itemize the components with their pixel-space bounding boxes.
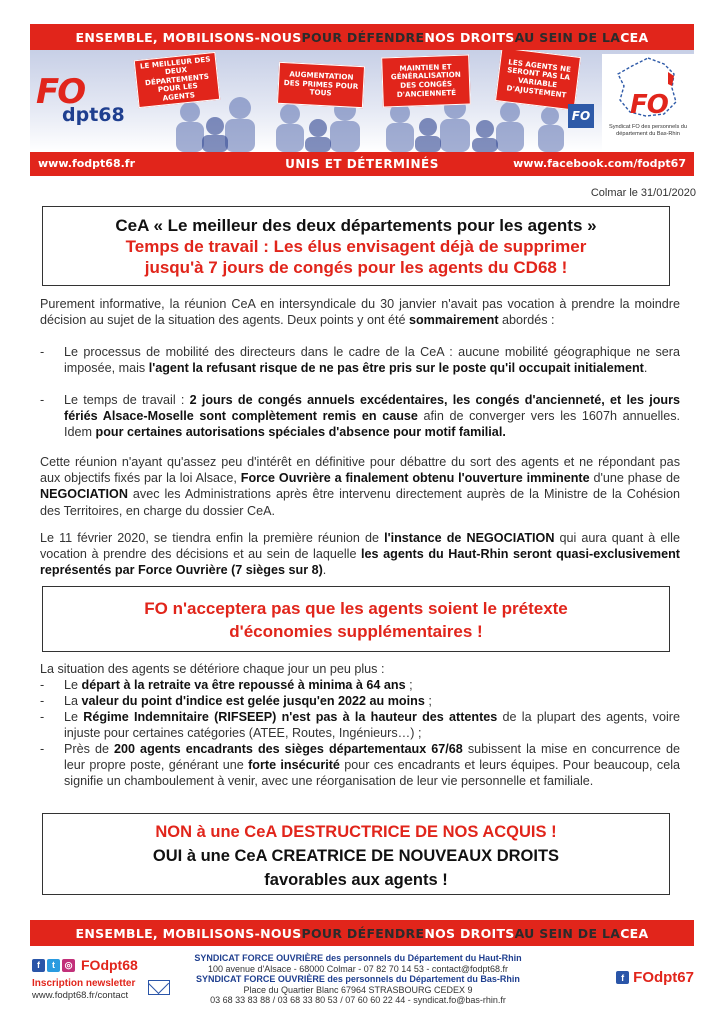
paragraph-negociation xyxy=(40,454,680,519)
text-run-bold: les agents du Haut-Rhin seront quasi-exclusivement représentés par Force Ouvrière (7 sièges sur 8) xyxy=(40,547,681,578)
address-67: Place du Quartier Blanc 67964 STRASBOURG CEDEX 9 xyxy=(243,984,473,995)
text-run: avec les Administrations après être intervenu directement auprès de la Ministre de la Cohésion des Territoires, en charge du dossier CeA. xyxy=(40,487,680,518)
text-run: . xyxy=(322,563,327,578)
fo-bas-rhin-logo xyxy=(602,54,694,152)
strip-part: POUR DÉFENDRE xyxy=(301,29,425,45)
strip-part: NOS DROITS xyxy=(424,29,515,45)
text-run: pour ces encadrants et leurs équipes. Pour beaucoup, cela signifie un chamboulement à venir, avec une réorganisation de leur vie personnelle et familiale. xyxy=(64,758,680,789)
bullet-item xyxy=(40,392,680,441)
union-name-68: SYNDICAT FORCE OUVRIÈRE des personnels du Département du Haut-Rhin xyxy=(194,953,522,963)
header-links-strip xyxy=(30,152,694,176)
text-run: qui aura quant à elle vocation à prendre des décisions et au sein de laquelle xyxy=(40,531,680,562)
bullet-item xyxy=(40,677,680,693)
text-run: Le xyxy=(64,678,82,692)
headline-line: CeA « Le meilleur des deux départements pour les agents » xyxy=(115,216,597,235)
strip-part: NOS DROITS xyxy=(424,925,515,941)
text-run-bold: pour certaines autorisations spéciales d'absence pour motif familial. xyxy=(95,425,506,440)
text-run-bold: l'agent la refusant risque de ne pas être pris sur le poste qu'il occupait initialement xyxy=(148,361,644,376)
union-name-67: SYNDICAT FORCE OUVRIÈRE des personnels du Département du Bas-Rhin xyxy=(196,974,520,985)
logo-right-caption: Syndicat FO des personnels du département du Bas-Rhin xyxy=(608,124,688,137)
strip-part: CEA xyxy=(620,29,649,45)
footer-address-block xyxy=(188,953,528,1006)
handle-fodpt68[interactable]: FOdpt68 xyxy=(81,957,138,973)
statement-line: FO n'acceptera pas que les agents soient le prétexte xyxy=(144,599,568,618)
social-links-67 xyxy=(616,969,694,986)
bullet-item xyxy=(40,741,680,790)
text-run-bold: valeur du point d'indice est gelée jusqu'en 2022 au moins xyxy=(81,694,425,708)
facebook-icon[interactable]: f xyxy=(616,971,629,984)
newsletter-link[interactable]: www.fodpt68.fr/contact xyxy=(32,990,129,1001)
address-68: 100 avenue d'Alsace - 68000 Colmar - 07 82 70 14 53 - contact@fodpt68.fr xyxy=(207,963,509,974)
fo-badge: FO xyxy=(568,104,594,128)
conclusion-line: NON à une CeA DESTRUCTRICE DE NOS ACQUIS ! xyxy=(155,823,557,841)
text-run-bold: sommairement xyxy=(408,313,499,328)
text-run: afin de converger vers les 1607h annuelles. Idem xyxy=(64,409,680,440)
headline-line: jusqu'à 7 jours de congés pour les agents du CD68 ! xyxy=(144,258,568,277)
social-links-68 xyxy=(32,957,138,973)
protest-sign: LE MEILLEUR DES DEUX DÉPARTEMENTS POUR LES AGENTS xyxy=(134,52,221,108)
bullet-item xyxy=(40,709,680,741)
conclusion-line: OUI à une CeA CREATRICE DE NOUVEAUX DROITS xyxy=(152,847,560,865)
header-slogan-strip xyxy=(30,24,694,50)
text-run-bold: départ à la retraite va être repoussé à minima à 64 ans xyxy=(81,678,406,692)
mail-icon[interactable] xyxy=(148,980,170,995)
text-run-bold: forte insécurité xyxy=(248,758,340,773)
text-run-bold: NEGOCIATION xyxy=(40,487,128,502)
logo-fo-text: FO xyxy=(36,72,85,112)
text-run-bold: Régime Indemnitaire (RIFSEEP) n'est pas à la hauteur des attentes xyxy=(83,710,498,724)
twitter-icon[interactable]: t xyxy=(47,959,60,972)
text-run-bold: 200 agents encadrants des sièges départementaux 67/68 xyxy=(114,742,463,756)
fo-dpt68-logo xyxy=(36,70,144,130)
strip-part: ENSEMBLE, MOBILISONS-NOUS xyxy=(75,29,302,45)
text-run-bold: l'instance de NEGOCIATION xyxy=(384,531,555,545)
protest-sign: LES AGENTS NE SERONT PAS LA VARIABLE D'AJUSTEMENT xyxy=(495,50,581,111)
document-date: Colmar le 31/01/2020 xyxy=(590,187,696,199)
instagram-icon[interactable]: ◎ xyxy=(62,959,75,972)
handle-fodpt67[interactable]: FOdpt67 xyxy=(633,969,694,986)
contacts-67: 03 68 33 83 88 / 03 68 33 80 53 / 07 60 60 22 44 - syndicat.fo@bas-rhin.fr xyxy=(210,995,506,1006)
text-run: ; xyxy=(424,694,432,708)
paragraph-situation: La situation des agents se détériore chaque jour un peu plus : xyxy=(40,662,385,676)
strip-part: AU SEIN DE LA xyxy=(514,925,621,941)
text-run: La xyxy=(64,694,82,708)
text-run: abordés : xyxy=(498,313,555,328)
text-run: . xyxy=(643,361,648,376)
text-run: d'une phase de xyxy=(589,471,680,486)
text-run: de la plupart des agents, voire injuste pour certaines catégories (ATEE, Routes, Ingénieurs…) ; xyxy=(64,710,680,741)
bullet-item xyxy=(40,344,680,376)
bullet-item xyxy=(40,693,680,709)
protest-sign: AUGMENTATION DES PRIMES POUR TOUS xyxy=(277,62,365,108)
strip-part: CEA xyxy=(620,925,649,941)
footer-slogan-strip xyxy=(30,920,694,946)
fo-statement-box xyxy=(42,586,670,652)
website-link[interactable]: www.fodpt68.fr xyxy=(38,157,136,170)
strip-part: ENSEMBLE, MOBILISONS-NOUS xyxy=(75,925,302,941)
logo-right-fo-text: FO xyxy=(630,90,668,120)
conclusion-box xyxy=(42,813,670,895)
protest-sign: MAINTIEN ET GÉNÉRALISATION DES CONGÉS D'ANCIENNETÉ xyxy=(381,54,471,107)
newsletter-label: Inscription newsletter xyxy=(32,978,136,989)
conclusion-line: favorables aux agents ! xyxy=(264,871,448,889)
text-run: ; xyxy=(405,678,413,692)
slogan-text: UNIS ET DÉTERMINÉS xyxy=(285,157,439,171)
text-run: subissent la mise en concurrence de leur propre poste, générant une xyxy=(64,742,680,773)
statement-line: d'économies supplémentaires ! xyxy=(229,622,483,641)
text-run: Le 11 février 2020, se tiendra enfin la première réunion de xyxy=(40,531,385,545)
strip-part: AU SEIN DE LA xyxy=(514,29,621,45)
paragraph-intro xyxy=(40,296,680,328)
facebook-icon[interactable]: f xyxy=(32,959,45,972)
text-run-bold: 2 jours de congés annuels excédentaires, les congés d'ancienneté, et les jours fériés Alsace-Moselle sont complètement remis en cause xyxy=(64,393,680,424)
text-run: Purement informative, la réunion CeA en intersyndicale du 30 janvier n'avait pas vocation à prendre la moindre décision au sujet de la situation des agents. Deux points y ont été xyxy=(40,297,680,328)
header-banner xyxy=(30,50,694,152)
text-run: Cette réunion n'ayant qu'assez peu d'intérêt en définitive pour débattre du sort des agents et ne répondant pas aux objectifs fixés par la loi Alsace, xyxy=(40,455,680,486)
text-run: Le xyxy=(64,710,84,724)
paragraph-instance xyxy=(40,530,680,579)
headline-line: Temps de travail : Les élus envisagent déjà de supprimer xyxy=(125,237,587,256)
text-run: Le temps de travail : xyxy=(64,393,190,407)
text-run: Le processus de mobilité des directeurs dans le cadre de la CeA : aucune mobilité géographique ne sera imposée, mais xyxy=(64,345,680,376)
facebook-link[interactable]: www.facebook.com/fodpt67 xyxy=(513,157,686,170)
headline-box xyxy=(42,206,670,286)
logo-dpt-text: dpt68 xyxy=(62,104,125,126)
text-run: Près de xyxy=(64,742,114,756)
strip-part: POUR DÉFENDRE xyxy=(301,925,425,941)
text-run-bold: Force Ouvrière a finalement obtenu l'ouverture imminente xyxy=(240,471,590,486)
